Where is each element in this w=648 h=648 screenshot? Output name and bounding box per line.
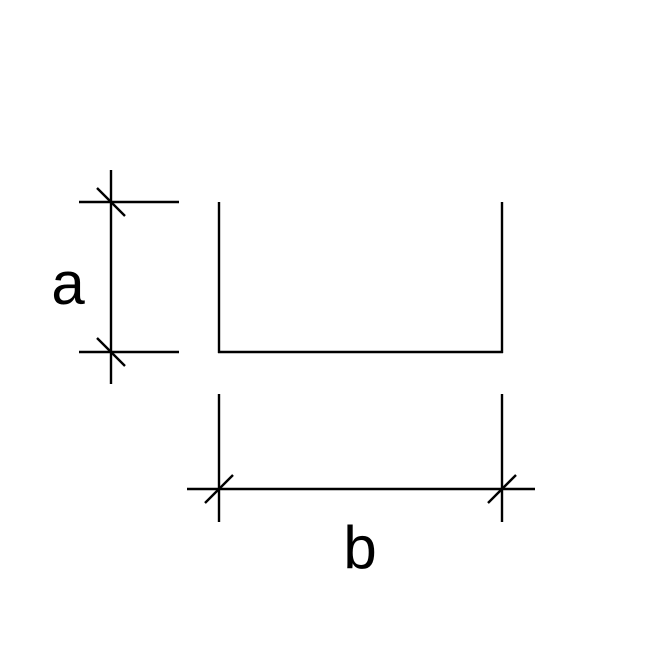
u-channel-shape bbox=[218, 202, 503, 353]
dimension-label-a: a bbox=[51, 250, 85, 317]
dimension-a bbox=[51, 170, 179, 384]
dimension-b bbox=[187, 394, 535, 581]
dimension-label-b: b bbox=[343, 514, 377, 581]
